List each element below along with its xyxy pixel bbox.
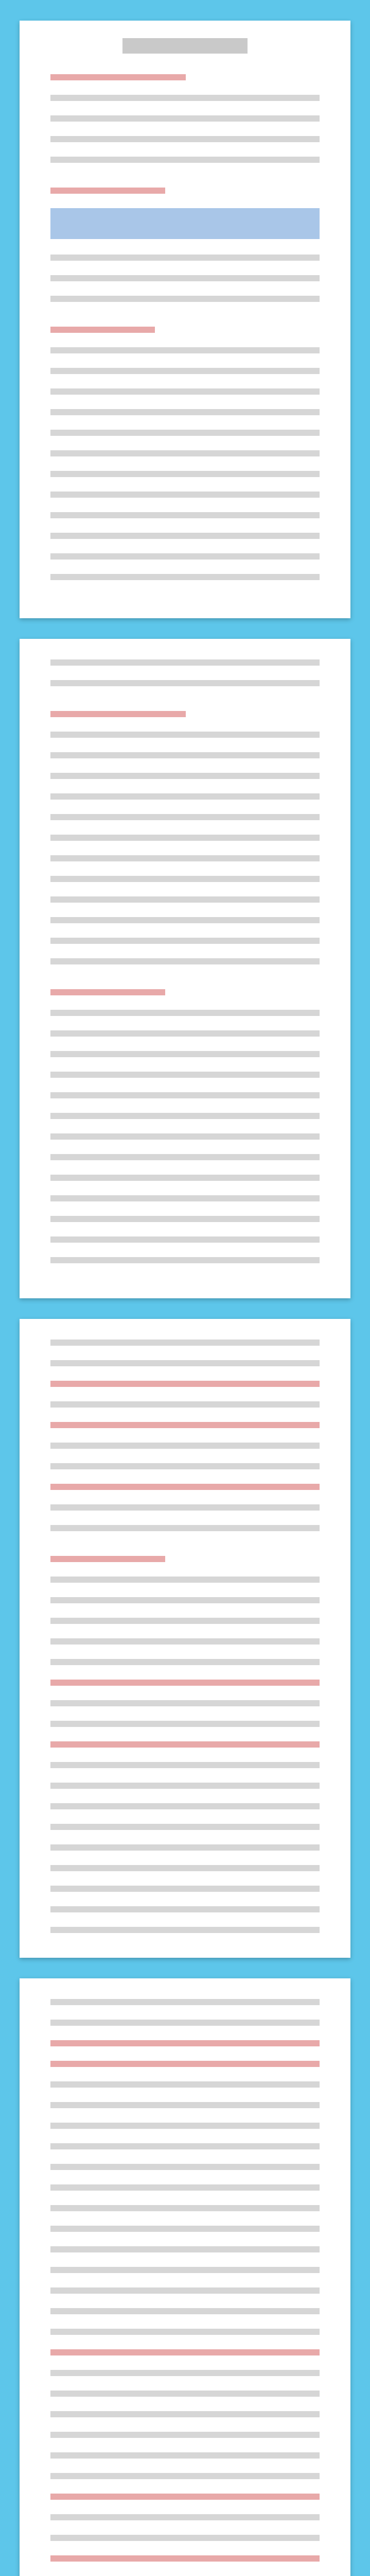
question-line <box>50 2473 320 2479</box>
answer-line <box>50 2555 320 2562</box>
question-line <box>50 1597 320 1603</box>
question-line <box>50 1443 320 1449</box>
question-line <box>50 855 320 861</box>
question-line <box>50 1360 320 1366</box>
question-line <box>50 732 320 738</box>
question-line <box>50 1906 320 1912</box>
question-line <box>50 2287 320 2294</box>
question-line <box>50 136 320 142</box>
question-line <box>50 2370 320 2376</box>
test-page-2 <box>20 639 350 1298</box>
question-line <box>50 752 320 758</box>
question-line <box>50 2535 320 2541</box>
question-line <box>50 471 320 477</box>
question-line <box>50 492 320 498</box>
page-title <box>122 38 248 54</box>
question-line <box>50 2143 320 2149</box>
question-line <box>50 1236 320 1243</box>
answer-line <box>50 1484 320 1490</box>
question-line <box>50 1618 320 1624</box>
question-line <box>50 157 320 163</box>
question-line <box>50 1659 320 1665</box>
question-line <box>50 2081 320 2088</box>
question-line <box>50 1803 320 1809</box>
question-line <box>50 2267 320 2273</box>
question-line <box>50 2246 320 2252</box>
question-line <box>50 347 320 353</box>
question-line <box>50 793 320 800</box>
test-page-1 <box>20 21 350 618</box>
answer-line <box>50 2061 320 2067</box>
question-line <box>50 1525 320 1531</box>
question-line <box>50 1010 320 1016</box>
question-line <box>50 1113 320 1119</box>
section-heading <box>50 74 186 80</box>
answer-line <box>50 2494 320 2500</box>
question-line <box>50 1762 320 1768</box>
question-line <box>50 409 320 415</box>
question-line <box>50 95 320 101</box>
question-line <box>50 1257 320 1263</box>
question-line <box>50 1051 320 1057</box>
question-line <box>50 2102 320 2108</box>
question-line <box>50 938 320 944</box>
question-line <box>50 1783 320 1789</box>
question-line <box>50 368 320 374</box>
question-line <box>50 2452 320 2459</box>
question-line <box>50 533 320 539</box>
question-line <box>50 1072 320 1078</box>
word-grid <box>50 208 320 239</box>
question-line <box>50 835 320 841</box>
answer-line <box>50 1680 320 1686</box>
question-line <box>50 1133 320 1140</box>
question-line <box>50 1340 320 1346</box>
question-line <box>50 512 320 518</box>
section-heading <box>50 711 186 717</box>
answer-line <box>50 1381 320 1387</box>
question-line <box>50 814 320 820</box>
question-line <box>50 1824 320 1830</box>
question-line <box>50 1504 320 1511</box>
answer-line <box>50 1422 320 1428</box>
question-line <box>50 574 320 580</box>
question-line <box>50 2020 320 2026</box>
question-line <box>50 2391 320 2397</box>
question-line <box>50 896 320 903</box>
section-heading <box>50 989 165 995</box>
test-page-4 <box>20 1978 350 2576</box>
question-line <box>50 1092 320 1098</box>
question-line <box>50 1865 320 1871</box>
question-line <box>50 1999 320 2005</box>
question-line <box>50 430 320 436</box>
question-line <box>50 1030 320 1037</box>
question-line <box>50 1638 320 1645</box>
question-line <box>50 1216 320 1222</box>
question-line <box>50 255 320 261</box>
question-line <box>50 2329 320 2335</box>
question-line <box>50 917 320 923</box>
question-line <box>50 1463 320 1469</box>
question-line <box>50 450 320 456</box>
question-line <box>50 2205 320 2211</box>
section-heading <box>50 327 155 333</box>
question-line <box>50 2123 320 2129</box>
question-line <box>50 2308 320 2314</box>
answer-line <box>50 2349 320 2355</box>
question-line <box>50 2226 320 2232</box>
question-line <box>50 958 320 964</box>
question-line <box>50 1927 320 1933</box>
question-line <box>50 1844 320 1851</box>
question-line <box>50 2514 320 2520</box>
question-line <box>50 1721 320 1727</box>
test-page-3 <box>20 1319 350 1958</box>
question-line <box>50 553 320 560</box>
question-line <box>50 388 320 395</box>
question-line <box>50 275 320 281</box>
question-line <box>50 680 320 686</box>
question-line <box>50 1154 320 1160</box>
question-line <box>50 2411 320 2417</box>
question-line <box>50 296 320 302</box>
question-line <box>50 773 320 779</box>
section-heading <box>50 1556 165 1562</box>
question-line <box>50 1577 320 1583</box>
question-line <box>50 876 320 882</box>
question-line <box>50 1195 320 1201</box>
section-heading <box>50 188 165 194</box>
question-line <box>50 115 320 122</box>
question-line <box>50 2184 320 2191</box>
question-line <box>50 2164 320 2170</box>
question-line <box>50 1175 320 1181</box>
answer-line <box>50 1741 320 1748</box>
question-line <box>50 659 320 666</box>
question-line <box>50 1401 320 1408</box>
question-line <box>50 1886 320 1892</box>
question-line <box>50 1700 320 1706</box>
answer-line <box>50 2040 320 2046</box>
question-line <box>50 2432 320 2438</box>
